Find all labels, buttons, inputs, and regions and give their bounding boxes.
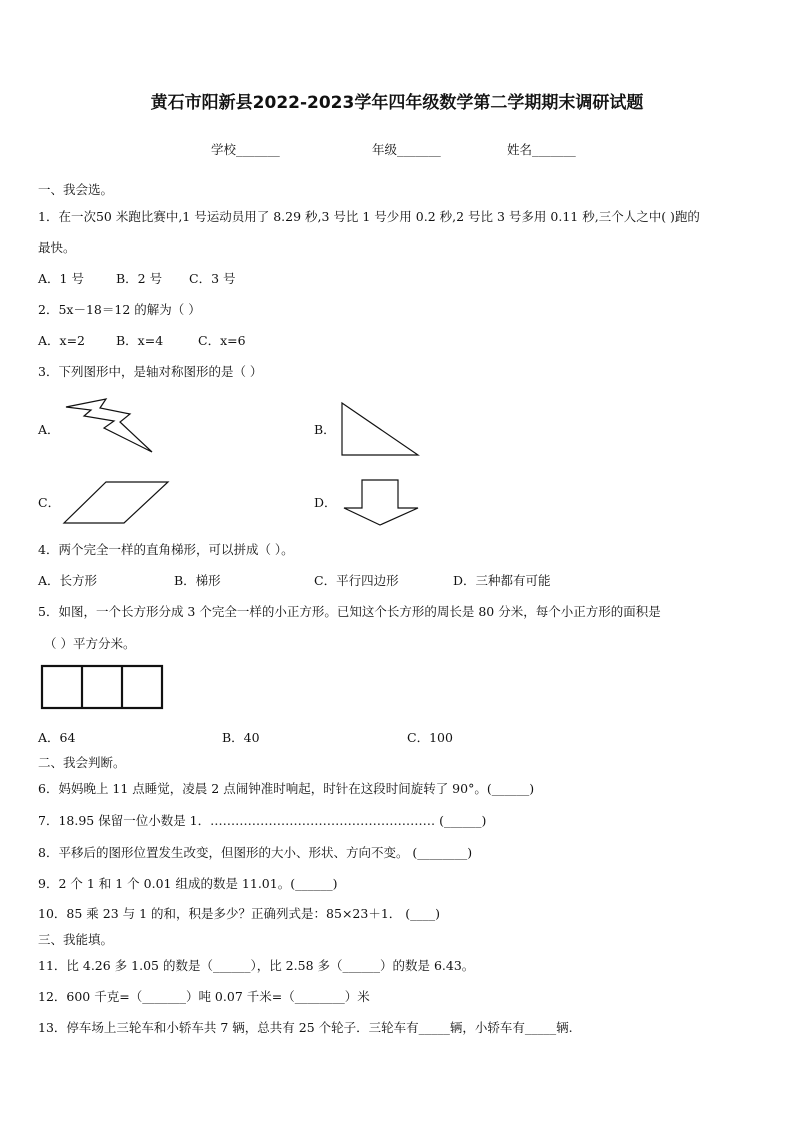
grade-field[interactable]: 年级_______ [372,142,441,157]
down-arrow-figure [340,478,422,528]
q2-option-a: A．x=2 [38,333,86,348]
q8-statement: 8．平移后的图形位置发生改变，但图形的大小、形状、方向不变。 (________) [38,845,473,860]
q12-statement: 12．600 千克=（_______）吨 0.07 千米=（________）米 [38,989,370,1004]
section-3-heading: 三、我能填。 [38,932,114,947]
q5-stem-line1: 5．如图，一个长方形分成 3 个完全一样的小正方形。已知这个长方形的周长是 80 分米，每个小正方形的面积是 [38,604,661,619]
school-field[interactable]: 学校_______ [211,142,280,157]
q5-option-a: A．64 [38,730,76,745]
q4-option-d: D．三种都有可能 [453,573,551,588]
q1-option-b: B．2 号 [116,271,163,286]
q2-stem: 2．5x－18＝12 的解为（ ） [38,302,201,317]
page-title: 黄石市阳新县2022-2023学年四年级数学第二学期期末调研试题 [150,93,644,113]
q3-label-a: A． [38,422,60,437]
q4-stem: 4．两个完全一样的直角梯形，可以拼成（ ）。 [38,542,294,557]
q7-statement: 7．18.95 保留一位小数是 1．……………………………………………… (______) [38,813,487,828]
q13-statement: 13．停车场上三轮车和小轿车共 7 辆，总共有 25 个轮子．三轮车有_____辆，小轿车有_____辆. [38,1020,573,1035]
q1-option-a: A．1 号 [38,271,84,286]
q4-option-b: B．梯形 [174,573,221,588]
q3-label-d: D． [314,495,337,510]
parallelogram-figure [62,480,172,526]
q3-label-c: C． [38,495,61,510]
q11-statement: 11．比 4.26 多 1.05 的数是（______），比 2.58 多（______）的数是 6.43。 [38,958,475,973]
q4-option-a: A．长方形 [38,573,98,588]
section-2-heading: 二、我会判断。 [38,755,126,770]
q1-stem-line1: 1．在一次50 米跑比赛中,1 号运动员用了 8.29 秒,3 号比 1 号少用 0.2 秒,2 号比 3 号多用 0.11 秒,三个人之中( )跑的 [38,209,700,224]
q1-option-c: C．3 号 [189,271,236,286]
q3-stem: 3．下列图形中，是轴对称图形的是（ ） [38,364,263,379]
q1-stem-line2: 最快。 [38,240,76,255]
q6-statement: 6．妈妈晚上 11 点睡觉，凌晨 2 点闹钟准时响起，时针在这段时间旋转了 90°。(______) [38,781,535,796]
name-field[interactable]: 姓名_______ [507,142,576,157]
q2-option-b: B．x=4 [116,333,164,348]
q3-label-b: B． [314,422,336,437]
q9-statement: 9．2 个 1 和 1 个 0.01 组成的数是 11.01。(______) [38,876,338,891]
right-triangle-figure [338,400,422,458]
q5-option-b: B．40 [222,730,260,745]
lightning-bolt-figure [60,397,156,455]
q4-option-c: C．平行四边形 [314,573,399,588]
three-squares-figure [40,664,164,710]
q5-option-c: C．100 [407,730,453,745]
q5-stem-line2: （ ）平方分米。 [44,636,136,651]
q10-statement: 10．85 乘 23 与 1 的和，积是多少？正确列式是：85×23＋1． (____) [38,906,441,921]
q2-option-c: C．x=6 [198,333,246,348]
section-1-heading: 一、我会选。 [38,182,114,197]
